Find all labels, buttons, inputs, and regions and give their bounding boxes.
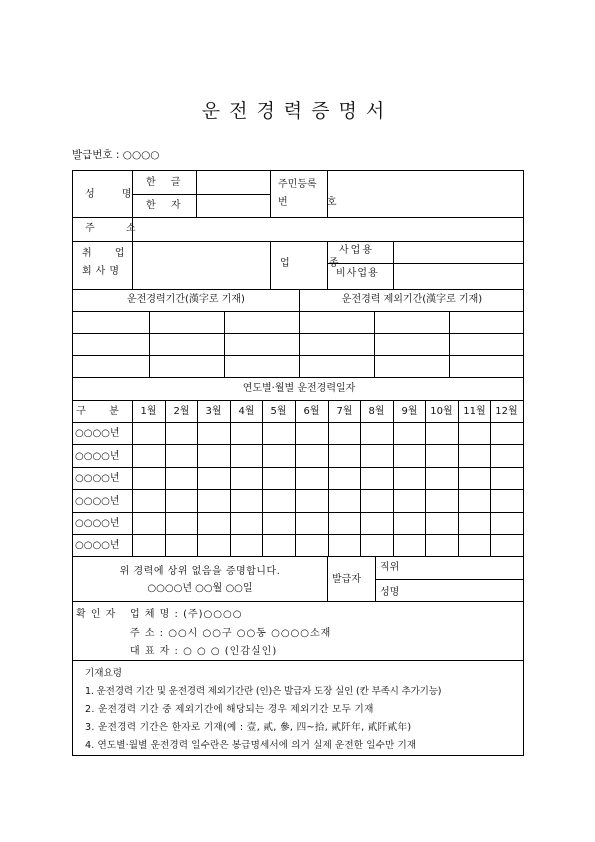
grid-line-vertical bbox=[360, 400, 361, 556]
grid-line-vertical bbox=[449, 311, 450, 377]
career-period-header: 운전경력기간(漢字로 기재) bbox=[127, 294, 245, 305]
note-item-1: 1. 운전경력 기간 및 운전경력 제외기간란 (인)은 발급자 도장 실인 (칸 부족시 추가기능) bbox=[85, 686, 442, 697]
note-item-3: 3. 운전경력 기간은 한자로 기재(예 : 壹, 貳, 參, 四~拾, 貳阡年, 貳阡貳年) bbox=[85, 722, 412, 733]
grid-line-vertical bbox=[327, 171, 328, 217]
grid-line-vertical bbox=[270, 171, 271, 217]
grid-line-horizontal bbox=[73, 377, 523, 378]
certification-date: ○○○○년 ○○월 ○○일 bbox=[147, 583, 253, 594]
month-header: 3월 bbox=[205, 406, 222, 417]
notes-heading: 기재요령 bbox=[85, 668, 123, 679]
rrn-label-line2: 번 호 bbox=[278, 197, 355, 208]
year-label: ○○○○년 bbox=[75, 518, 120, 529]
month-header: 12월 bbox=[495, 406, 518, 417]
grid-line-horizontal bbox=[73, 444, 523, 445]
grid-line-vertical bbox=[230, 400, 231, 556]
position-label: 직위 bbox=[380, 562, 400, 573]
grid-line-horizontal bbox=[375, 579, 523, 580]
grid-line-horizontal bbox=[73, 601, 523, 602]
grid-line-vertical bbox=[425, 400, 426, 556]
issuer-label: 발급자 bbox=[332, 574, 361, 585]
certificate-form bbox=[72, 170, 524, 756]
month-header: 10월 bbox=[430, 406, 453, 417]
document-title: 운전경력증명서 bbox=[201, 100, 394, 122]
grid-line-horizontal bbox=[73, 467, 523, 468]
grid-line-vertical bbox=[149, 311, 150, 377]
month-header: 9월 bbox=[401, 406, 418, 417]
hangul-label: 한 글 bbox=[146, 177, 187, 188]
grid-line-horizontal bbox=[73, 556, 523, 557]
category-label: 구 분 bbox=[76, 406, 129, 417]
grid-line-horizontal bbox=[73, 660, 523, 661]
year-label: ○○○○년 bbox=[75, 496, 120, 507]
rrn-label-line1: 주민등록 bbox=[278, 179, 317, 190]
confirmer-label: 확 인 자 bbox=[76, 609, 117, 620]
company-label-line2: 회사명 bbox=[82, 266, 123, 277]
grid-line-vertical bbox=[270, 241, 271, 289]
grid-line-horizontal bbox=[73, 355, 523, 356]
grid-line-horizontal bbox=[73, 400, 523, 401]
grid-line-horizontal bbox=[73, 534, 523, 535]
month-header: 2월 bbox=[173, 406, 190, 417]
month-header: 5월 bbox=[270, 406, 287, 417]
business-label: 업 종 bbox=[280, 258, 357, 269]
grid-line-vertical bbox=[328, 400, 329, 556]
grid-line-horizontal bbox=[132, 194, 270, 195]
grid-line-vertical bbox=[132, 400, 133, 556]
certification-statement: 위 경력에 상위 없음을 증명합니다. bbox=[119, 566, 281, 577]
grid-line-vertical bbox=[374, 311, 375, 377]
grid-line-vertical bbox=[295, 400, 296, 556]
year-label: ○○○○년 bbox=[75, 428, 120, 439]
confirmer-representative: 대 표 자 : ○ ○ ○ (인감실인) bbox=[130, 646, 278, 657]
grid-line-vertical bbox=[224, 311, 225, 377]
grid-line-horizontal bbox=[73, 311, 523, 312]
monthly-section-header: 연도별·월별 운전경력일자 bbox=[242, 383, 356, 394]
confirmer-address: 주 소 : ○○시 ○○구 ○○동 ○○○○소재 bbox=[130, 628, 332, 639]
grid-line-vertical bbox=[393, 241, 394, 289]
company-label-line1: 취 업 bbox=[82, 248, 135, 259]
grid-line-vertical bbox=[327, 556, 328, 601]
month-header: 6월 bbox=[303, 406, 320, 417]
business-type-commercial: 사업용 bbox=[339, 245, 374, 256]
grid-line-horizontal bbox=[73, 512, 523, 513]
grid-line-vertical bbox=[458, 400, 459, 556]
note-item-2: 2. 운전경력 기간 중 제외기간에 해당되는 경우 제외기간 모두 기재 bbox=[85, 704, 374, 715]
month-header: 11월 bbox=[463, 406, 486, 417]
grid-line-vertical bbox=[490, 400, 491, 556]
excluded-period-header: 운전경력 제외기간(漢字로 기재) bbox=[341, 294, 483, 305]
address-label: 주 소 bbox=[85, 223, 150, 234]
grid-line-horizontal bbox=[73, 217, 523, 218]
hanja-label: 한 자 bbox=[146, 200, 187, 211]
grid-line-horizontal bbox=[73, 289, 523, 290]
year-label: ○○○○년 bbox=[75, 451, 120, 462]
grid-line-vertical bbox=[197, 400, 198, 556]
month-header: 7월 bbox=[336, 406, 353, 417]
note-item-4: 4. 연도별·월별 운전경력 일수란은 봉급명세서에 의거 실제 운전한 일수만 기재 bbox=[85, 740, 417, 751]
grid-line-horizontal bbox=[73, 422, 523, 423]
grid-line-vertical bbox=[262, 400, 263, 556]
grid-line-horizontal bbox=[73, 241, 523, 242]
name-label: 성 명 bbox=[85, 189, 144, 200]
year-label: ○○○○년 bbox=[75, 540, 120, 551]
confirmer-company: 업 체 명 : (주)○○○○ bbox=[130, 609, 243, 620]
issue-number: 발급번호 : ○○○○ bbox=[72, 149, 160, 161]
grid-line-horizontal bbox=[73, 333, 523, 334]
issuer-name-label: 성명 bbox=[380, 587, 400, 598]
grid-line-vertical bbox=[393, 400, 394, 556]
grid-line-horizontal bbox=[73, 489, 523, 490]
month-header: 4월 bbox=[238, 406, 255, 417]
business-type-noncommercial: 비사업용 bbox=[336, 268, 379, 279]
month-header: 1월 bbox=[140, 406, 157, 417]
year-label: ○○○○년 bbox=[75, 473, 120, 484]
grid-line-vertical bbox=[165, 400, 166, 556]
month-header: 8월 bbox=[368, 406, 385, 417]
